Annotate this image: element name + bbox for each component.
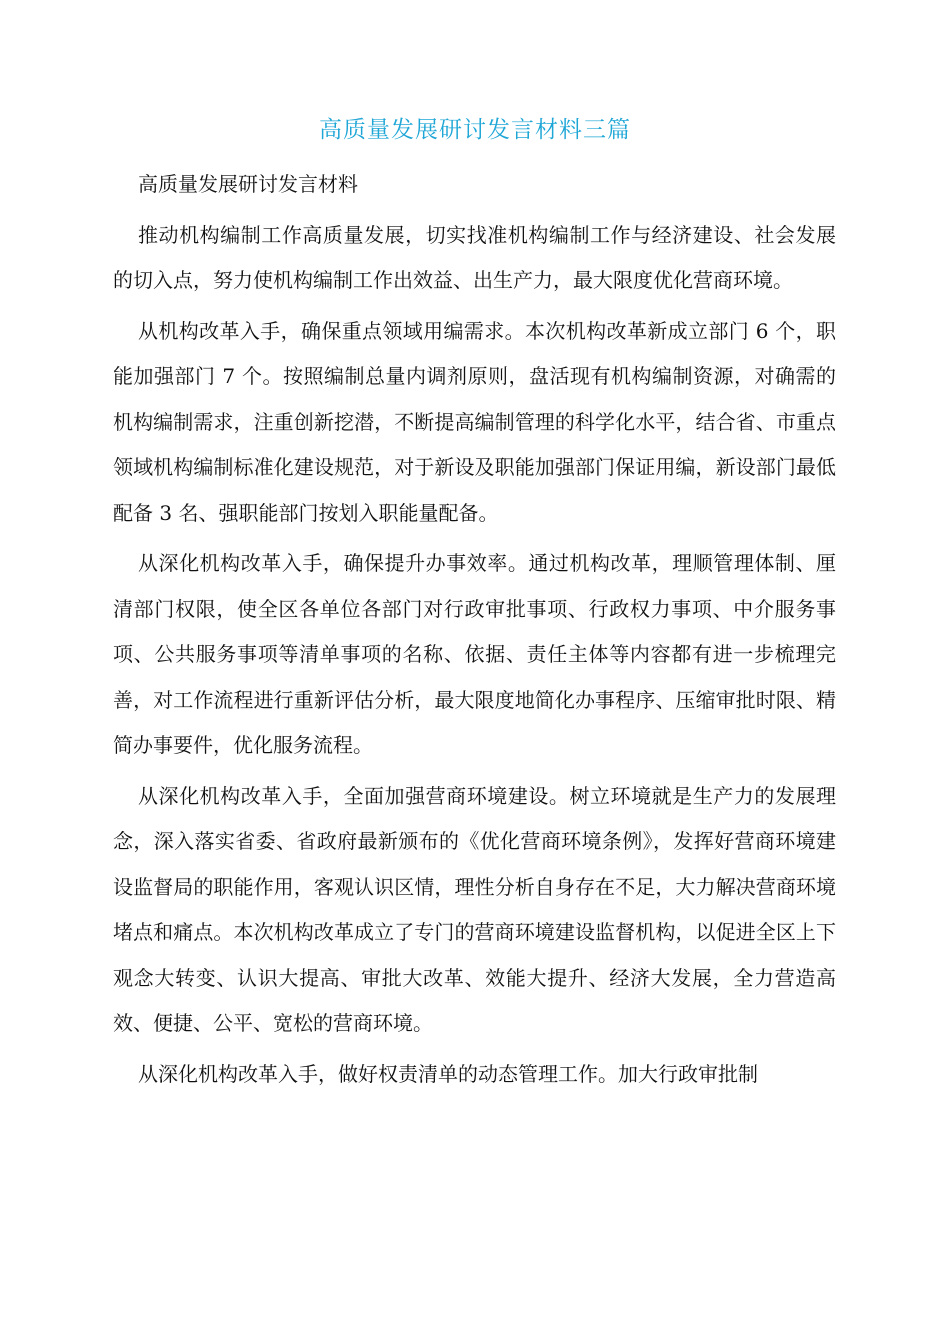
paragraph-2: 从机构改革入手，确保重点领域用编需求。本次机构改革新成立部门 6 个，职能加强部门 7 个。按照编制总量内调剂原则，盘活现有机构编制资源，对确需的机构编制需求，注重创新挖潜，不断提高编制管理的科学化水平，结合省、市重点领域机构编制标准化建设规范，对于新设及职能加强部门保证用编，新设部门最低配备 3 名、强职能部门按划入职能量配备。 — [113, 318, 836, 525]
paragraph-4: 从深化机构改革入手，全面加强营商环境建设。树立环境就是生产力的发展理念，深入落实省委、省政府最新颁布的《优化营商环境条例》，发挥好营商环境建设监督局的职能作用，客观认识区情，理性分析自身存在不足，大力解决营商环境堵点和痛点。本次机构改革成立了专门的营商环境建设监督机构，以促进全区上下观念大转变、认识大提高、审批大改革、效能大提升、经济大发展，全力营造高效、便捷、公平、宽松的营商环境。 — [113, 783, 836, 1035]
paragraph-1: 推动机构编制工作高质量发展，切实找准机构编制工作与经济建设、社会发展的切入点，努力使机构编制工作出效益、出生产力，最大限度优化营商环境。 — [113, 222, 836, 292]
paragraph-5: 从深化机构改革入手，做好权责清单的动态管理工作。加大行政审批制 — [138, 1061, 758, 1086]
document-title: 高质量发展研讨发言材料三篇 — [319, 117, 631, 143]
document-body — [113, 162, 836, 1102]
paragraph-3: 从深化机构改革入手，确保提升办事效率。通过机构改革，理顺管理体制、厘清部门权限，使全区各单位各部门对行政审批事项、行政权力事项、中介服务事项、公共服务事项等清单事项的名称、依据、责任主体等内容都有进一步梳理完善，对工作流程进行重新评估分析，最大限度地简化办事程序、压缩审批时限、精简办事要件，优化服务流程。 — [113, 551, 836, 757]
document-subtitle: 高质量发展研讨发言材料 — [138, 172, 358, 196]
